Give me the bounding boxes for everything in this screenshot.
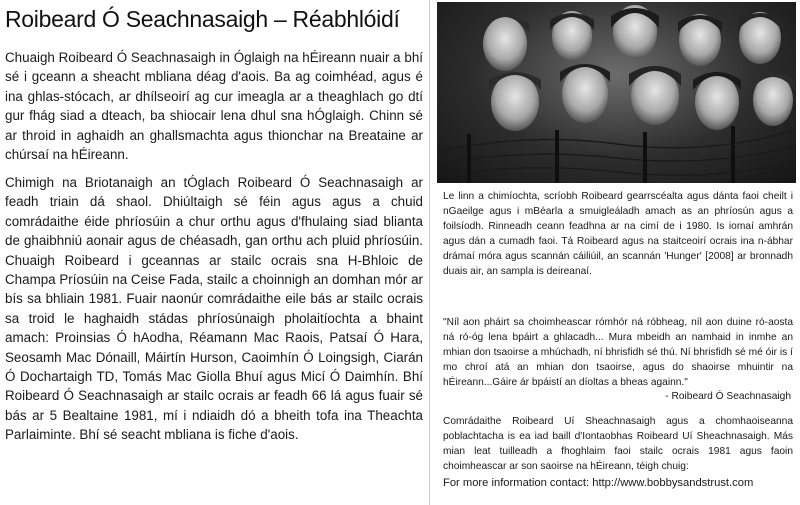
contact-link[interactable]: For more information contact: http://www.bobbysandstrust.com — [443, 477, 754, 489]
article-paragraph: Chimigh na Briotanaigh an tÓglach Roibeard Ó Seachnasaigh ar feadh triain dá shaol. Dhiúltaigh sé féin agus agus a chuid comrádaithe éide phríosúin a chur orthu agus d'fhulaing siad blianta de ghaibhniú aonair agus de chéasadh, gan orthu ach pluid phríosúin. Chuaigh Roibeard i gceannas ar stailc ocrais sna H-Bhloic de Champa Príosúin na Ceise Fada, stailc a choinnigh an domhan mór ar bís sa bhliain 1981. Fuair naonúr comrádaithe eile bás ar stailc ocrais sa troid le haghaidh stádas phríosúnaigh pholaitíochta a bhaint amach: Proinsias Ó hAodha, Réamann Mac Raois, Patsaí Ó Hara, Seosamh Mac Dónaill, Máirtín Hurson, Caoimhín Ó Loingsigh, Ciarán Ó Dochartaigh TD, Tomás Mac Giolla Bhuí agus Micí Ó Daimhín. Bhí Roibeard Ó Seachnasaigh ar stailc ocrais ar feadh 66 lá agus fuair sé bás ar 5 Bealtaine 1981, mí i ndiaidh dó a bheith tofa ina Theachta Parlaiminte. Bhí sé seacht mbliana is fiche d'aois. — [5, 175, 423, 443]
column-divider — [429, 0, 430, 505]
article-paragraph: Chuaigh Roibeard Ó Seachnasaigh in Óglaigh na hÉireann nuair a bhí sé i gceann a sheacht mbliana déag d'aois. Ba ag coimhéad, agus é ina ghlas-stócach, ar dhílseoirí ag cur imeagla ar a theaghlach go dtí gur fhág siad a dteach, ba shiocair lena dhul sna hÓglaigh. Chinn sé ar throid in aghaidh an ghallsmachta agus thionchar na Breataine ar chúrsaí na hÉireann. — [5, 50, 423, 163]
quote: "Níl aon pháirt sa choimheascar rómhór ná róbheag, níl aon duine ró-aosta ná ró-óg lena bpáirt a ghlacadh... Mura mbeidh an namhaid in inmhe an mhian don tsaoirse a mhúchadh, ní bhrisfidh sé thú. Ní bhrisfidh sé mé óir is í mo chroí atá an mhian don tsaoirse, agus do shaoirse mhuintir na hÉireann...Gáire ár bpáistí an díoltas a bheas againn." — [443, 317, 793, 389]
group-portrait-icon — [437, 2, 796, 183]
barbed-wire — [437, 130, 796, 176]
trust-info: Comrádaithe Roibeard Uí Sheachnasaigh agus a chomhaoiseanna poblachtacha is ea iad baill d'Iontaobhas Roibeard Uí Sheachnasaigh. Más mian leat tuilleadh a fhoghlaim faoi stailc ocrais 1981 agus faoin choimheascar ar son saoirse na hÉireann, téigh chuig: — [443, 416, 793, 473]
article-title: Roibeard Ó Seachnasaigh – Réabhlóidí — [5, 6, 400, 32]
group-portrait-photo — [437, 2, 796, 183]
photo-caption: Le linn a chimíochta, scríobh Roibeard gearrscéalta agus dánta faoi cheilt i nGaeilge agus i mBéarla a smuigleáladh amach as an phríosún agus a foilsíodh. Rinneadh ceann feadhna ar na cimí de i 1980. Is iomaí amhrán agus dán a cumadh faoi. Tá Roibeard agus na staitceoirí ocrais ina n-ábhar drámaí móra agus scannán cáiliúil, an scannán 'Hunger' [2008] ar bronnadh duais air, an sampla is deireanaí. — [443, 191, 793, 278]
faces — [481, 5, 795, 131]
quote-attribution: - Roibeard Ó Seachnasaigh — [665, 391, 791, 402]
